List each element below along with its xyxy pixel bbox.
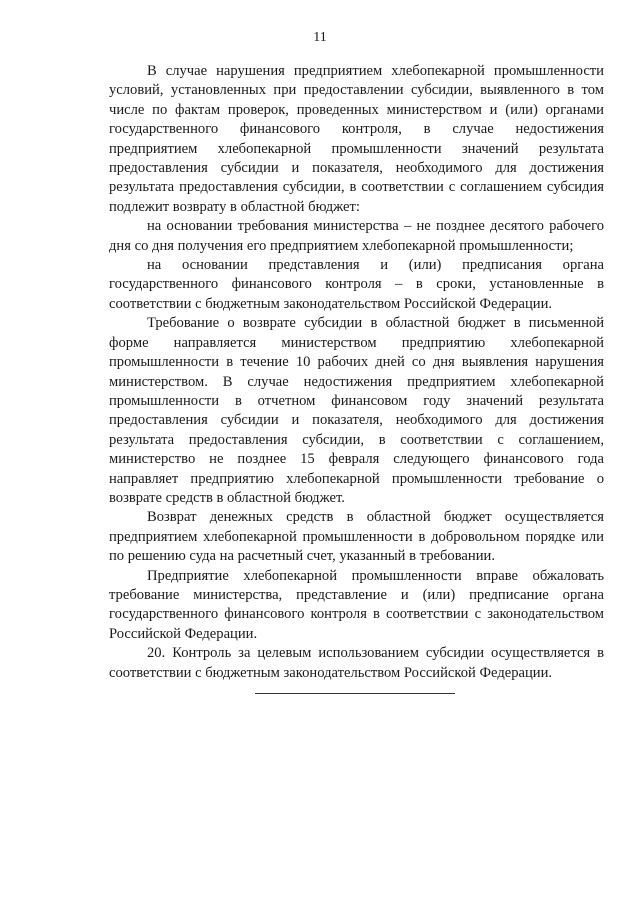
paragraph-appeal-right: Предприятие хлебопекарной промышленности вправе обжаловать требование министерства, представление и (или) предписание органа государственного финансового контроля в соответствии с законодательством Российской Федерации.	[109, 567, 604, 642]
document-body	[109, 62, 604, 683]
paragraph-return-requirement: Требование о возврате субсидии в областной бюджет в письменной форме направляется министерством предприятию хлебопекарной промышленности в течение 10 рабочих дней со дня выявления нарушения министерством. В случае недостижения предприятием хлебопекарной промышленности в отчетном финансовом году значений результата предоставления субсидии и показателя, необходимого для достижения результата предоставления субсидии, в соответствии с соглашением, министерство не позднее 15 февраля следующего финансового года направляет предприятию хлебопекарной промышленности требование о возврате средств в областной бюджет.	[109, 315, 604, 506]
paragraph-funds-return: Возврат денежных средств в областной бюджет осуществляется предприятием хлебопекарной промышленности в добровольном порядке или по решению суда на расчетный счет, указанный в требовании.	[109, 509, 604, 565]
paragraph-control-body-order: на основании представления и (или) предписания органа государственного финансового контроля – в сроки, установленные в соответствии с бюджетным законодательством Российской Федерации.	[109, 257, 604, 312]
end-separator-line	[255, 693, 455, 694]
paragraph-violation-return: В случае нарушения предприятием хлебопекарной промышленности условий, установленных при предоставлении субсидии, выявленного в том числе по фактам проверок, проведенных министерством и (или) органами государственного финансового контроля, в случае недостижения предприятием хлебопекарной промышленности значений результата предоставления субсидии и показателя, необходимого для достижения результата предоставления субсидии, в соответствии с соглашением субсидия подлежит возврату в областной бюджет:	[109, 63, 604, 215]
paragraph-item-20-control: 20. Контроль за целевым использованием субсидии осуществляется в соответствии с бюджетным законодательством Российской Федерации.	[109, 645, 604, 681]
paragraph-ministry-requirement: на основании требования министерства – не позднее десятого рабочего дня со дня получения его предприятием хлебопекарной промышленности;	[109, 218, 604, 254]
page-number: 11	[313, 30, 327, 45]
